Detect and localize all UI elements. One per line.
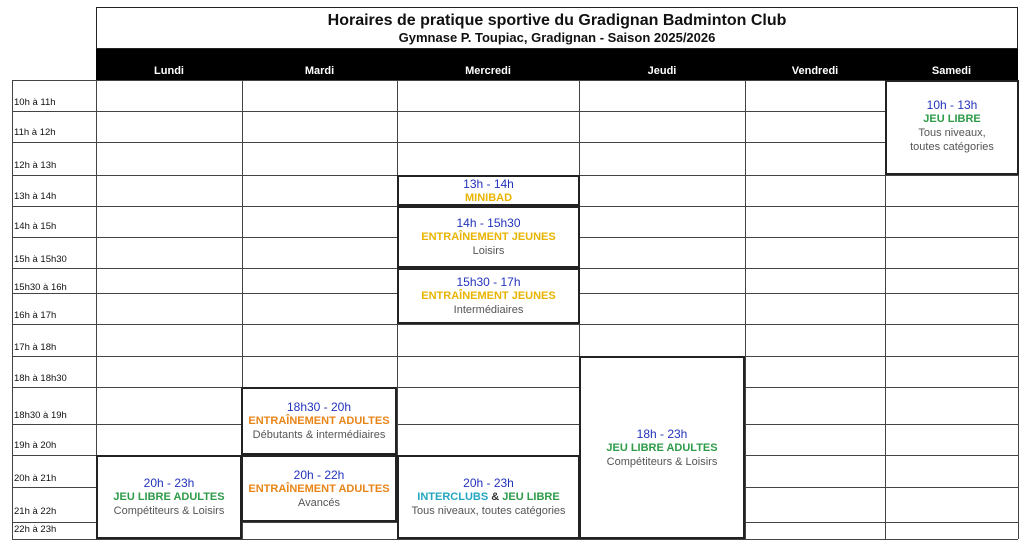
session-mercredi-jeunes-intermediaires	[397, 268, 580, 324]
time-slot-label: 12h à 13h	[14, 160, 57, 171]
session-name: JEU LIBRE ADULTES	[606, 441, 718, 454]
day-header-lundi: Lundi	[96, 49, 242, 80]
session-description: Intermédiaires	[453, 304, 524, 316]
session-time: 20h - 22h	[293, 467, 345, 482]
session-mercredi-minibad	[397, 175, 580, 206]
session-name: JEU LIBRE ADULTES	[113, 491, 225, 503]
session-time: 20h - 23h	[463, 476, 514, 490]
grid-row-line	[12, 142, 1018, 143]
session-jeudi-jeu-libre	[579, 356, 745, 539]
grid-row-line	[12, 324, 1018, 325]
session-name: JEU LIBRE	[923, 113, 981, 125]
session-name: ENTRAÎNEMENT ADULTES	[248, 415, 390, 427]
session-description: Loisirs	[472, 245, 505, 257]
grid-row-line	[12, 424, 1018, 425]
time-slot-label: 18h30 à 19h	[14, 410, 67, 421]
time-slot-label: 15h30 à 16h	[14, 282, 67, 293]
time-slot-label: 18h à 18h30	[14, 373, 67, 384]
grid-row-line	[12, 539, 1018, 540]
day-header-jeudi: Jeudi	[579, 49, 745, 80]
time-slot-label: 17h à 18h	[14, 342, 57, 353]
session-time: 20h - 23h	[143, 476, 195, 490]
session-time: 18h30 - 20h	[286, 400, 352, 414]
day-header-vendredi: Vendredi	[745, 49, 885, 80]
page-title: Horaires de pratique sportive du Gradignan Badminton Club	[327, 12, 787, 29]
session-samedi-jeu-libre	[885, 80, 1019, 175]
session-description: Tous niveaux, toutes catégories	[411, 505, 566, 517]
day-header-mardi: Mardi	[242, 49, 397, 80]
session-lundi-jeu-libre	[96, 455, 242, 539]
time-slot-label: 13h à 14h	[14, 191, 57, 202]
session-time: 13h - 14h	[463, 176, 514, 191]
grid-row-line	[12, 356, 1018, 357]
session-mardi-adultes-debutants	[241, 387, 397, 455]
time-slot-label: 21h à 22h	[14, 506, 57, 517]
grid-row-line	[12, 111, 1018, 112]
session-time: 14h - 15h30	[456, 216, 521, 230]
session-name	[417, 490, 559, 504]
time-slot-label: 15h à 15h30	[14, 254, 67, 265]
grid-column-line	[745, 80, 746, 539]
session-mercredi-jeunes-loisirs	[397, 206, 580, 268]
session-time: 18h - 23h	[636, 426, 688, 441]
day-header-mercredi: Mercredi	[397, 49, 579, 80]
session-name-interclubs: INTERCLUBS	[417, 491, 489, 503]
grid-column-line	[12, 80, 13, 539]
session-description: Tous niveaux,	[918, 127, 986, 139]
schedule-title-box	[96, 7, 1018, 49]
grid-row-line	[12, 387, 1018, 388]
session-description: toutes catégories	[910, 141, 994, 153]
session-time: 15h30 - 17h	[456, 275, 521, 289]
session-description: Compétiteurs & Loisirs	[606, 455, 718, 468]
session-name-ampersand: &	[488, 491, 503, 503]
grid-row-line	[12, 80, 1018, 81]
session-mardi-adultes-avances	[241, 455, 397, 522]
time-slot-label: 16h à 17h	[14, 310, 57, 321]
day-header-samedi: Samedi	[885, 49, 1018, 80]
page-subtitle: Gymnase P. Toupiac, Gradignan - Saison 2025/2026	[398, 30, 716, 45]
session-time: 10h - 13h	[926, 98, 978, 112]
time-slot-label: 10h à 11h	[14, 97, 56, 108]
session-description: Compétiteurs & Loisirs	[113, 505, 225, 517]
session-name: ENTRAÎNEMENT JEUNES	[421, 231, 556, 243]
time-slot-label: 20h à 21h	[14, 473, 57, 484]
session-description: Avancés	[298, 496, 340, 509]
time-slot-label: 14h à 15h	[14, 221, 57, 232]
session-name-jeu-libre: JEU LIBRE	[502, 491, 560, 503]
time-slot-label: 22h à 23h	[14, 524, 57, 535]
session-name: ENTRAÎNEMENT ADULTES	[248, 482, 390, 495]
time-slot-label: 11h à 12h	[14, 127, 56, 138]
session-mercredi-interclubs	[397, 455, 580, 539]
session-description: Débutants & intermédiaires	[252, 429, 386, 441]
session-name: ENTRAÎNEMENT JEUNES	[421, 290, 556, 302]
time-slot-label: 19h à 20h	[14, 440, 57, 451]
session-name: MINIBAD	[464, 191, 513, 204]
